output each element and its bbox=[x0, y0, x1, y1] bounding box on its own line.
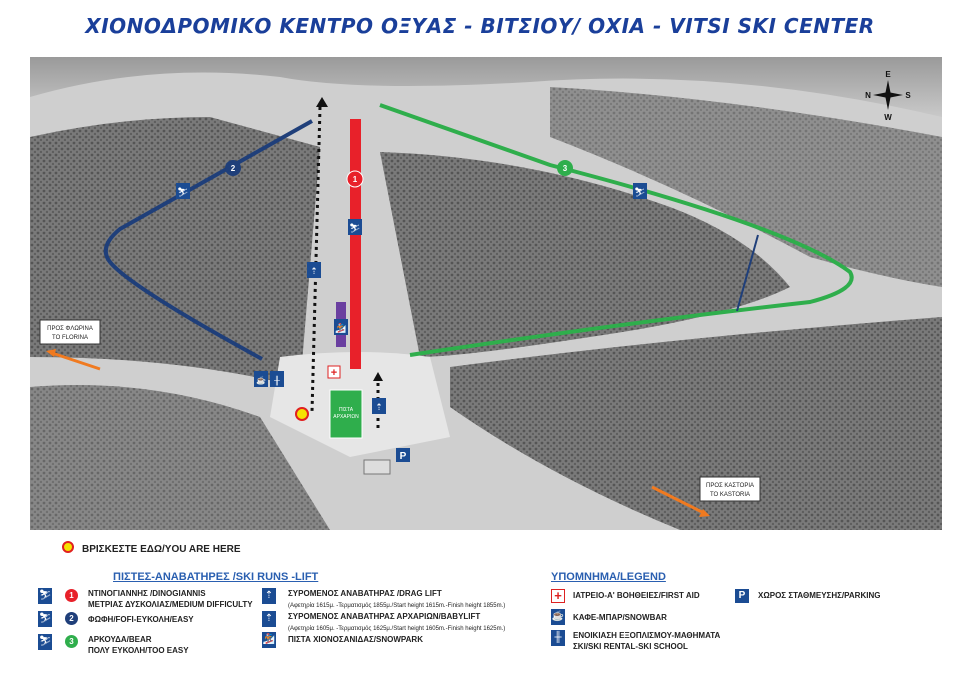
svg-text:╫: ╫ bbox=[274, 376, 280, 385]
base-building bbox=[364, 460, 390, 474]
run-3-legend-marker: 3 bbox=[65, 635, 78, 648]
run-1-path bbox=[350, 119, 361, 369]
cafe-legend: ΚΑΦΕ-ΜΠΑΡ/SNOWBAR bbox=[573, 613, 667, 622]
lift-icon: ⇡ bbox=[262, 611, 276, 627]
drag-lift-legend: ΣΥΡΟΜΕΝΟΣ ΑΝΑΒΑΤΗΡΑΣ /DRAG LIFT (Αφετηρία 1615μ. -Τερματισμός 1855μ./Start height 1615m.-Finish height 1855m.) bbox=[288, 589, 506, 609]
svg-text:☕: ☕ bbox=[256, 376, 266, 385]
skier-icon: ⛷ bbox=[38, 611, 52, 627]
first-aid-legend: ΙΑΤΡΕΙΟ-Α' ΒΟΗΘΕΙΕΣ/FIRST AID bbox=[573, 591, 700, 600]
run-1-legend-marker: 1 bbox=[65, 589, 78, 602]
map-title: ΧΙΟΝΟΔΡΟΜΙΚΟ ΚΕΝΤΡΟ ΟΞΥΑΣ - ΒΙΤΣΙΟΥ/ ΟΧΙΑ - VITSI SKI CENTER bbox=[85, 14, 875, 38]
kastoria-label-1: ΠΡΟΣ ΚΑΣΤΟΡΙΑ bbox=[706, 483, 754, 489]
svg-text:⛷: ⛷ bbox=[349, 223, 361, 233]
ski-rental-icon: ╫ bbox=[551, 630, 565, 646]
svg-text:⛷: ⛷ bbox=[634, 187, 646, 197]
skier-icon: ⛷ bbox=[38, 634, 52, 650]
run-2-legend: ΦΩΦΗ/FOFI-ΕΥΚΟΛΗ/EASY bbox=[88, 615, 194, 624]
you-are-here-label: ΒΡΙΣΚΕΣΤΕ ΕΔΩ/YOU ARE HERE bbox=[82, 544, 241, 555]
run-3-legend: ΑΡΚΟΥΔΑ/BEAR ΠΟΛΥ ΕΥΚΟΛΗ/TOO EASY bbox=[88, 635, 189, 655]
babylift-area-label-1: ΠΙΣΤΑ bbox=[338, 407, 354, 413]
svg-text:+: + bbox=[330, 367, 338, 379]
rental-legend: ΕΝΟΙΚΙΑΣΗ ΕΞΟΠΛΙΣΜΟΥ-ΜΑΘΗΜΑΤΑ ΣΚΙ/SKI RENTAL-SKI SCHOOL bbox=[573, 631, 721, 651]
forest-west bbox=[30, 117, 320, 387]
snowboard-icon: 🏂 bbox=[262, 632, 276, 648]
snowpark-legend: ΠΙΣΤΑ ΧΙΟΝΟΣΑΝΙΔΑΣ/SNOWPARK bbox=[288, 635, 423, 644]
cafe-icon: ☕ bbox=[551, 609, 565, 625]
svg-text:N: N bbox=[865, 91, 871, 100]
parking-legend: ΧΩΡΟΣ ΣΤΑΘΜΕΥΣΗΣ/PARKING bbox=[758, 591, 881, 600]
skier-icon-glyph: ⛷ bbox=[177, 187, 189, 197]
legend-header: ΥΠΟΜΝΗΜΑ/LEGEND bbox=[551, 571, 666, 583]
svg-text:🏂: 🏂 bbox=[335, 323, 347, 333]
parking-icon: P bbox=[735, 589, 749, 603]
svg-text:W: W bbox=[884, 113, 892, 122]
svg-text:E: E bbox=[885, 70, 891, 79]
svg-text:S: S bbox=[905, 91, 911, 100]
first-aid-icon: + bbox=[551, 589, 565, 603]
kastoria-label-2: TO KASTORIA bbox=[709, 492, 751, 498]
svg-text:⇡: ⇡ bbox=[375, 402, 383, 412]
run-2-legend-marker: 2 bbox=[65, 612, 78, 625]
run-1-number: 1 bbox=[352, 175, 358, 184]
you-are-here-icon bbox=[62, 541, 74, 553]
you-are-here-marker bbox=[296, 408, 308, 420]
run-1-legend: ΝΤΙΝΟΓΙΑΝΝΗΣ /DINOGIANNIS ΜΕΤΡΙΑΣ ΔΥΣΚΟΛΙΑΣ/MEDIUM DIFFICULTY bbox=[88, 589, 253, 609]
florina-label-1: ΠΡΟΣ ΦΛΩΡΙΝΑ bbox=[47, 326, 93, 332]
svg-text:⇡: ⇡ bbox=[310, 266, 318, 276]
babylift-legend: ΣΥΡΟΜΕΝΟΣ ΑΝΑΒΑΤΗΡΑΣ ΑΡΧΑΡΙΩΝ/BABYLIFT (Αφετηρία 1605μ. -Τερματισμός 1625μ./Start height 1605m.-Finish height 1625m.) bbox=[288, 612, 506, 632]
babylift-area-label-2: ΑΡΧΑΡΙΩΝ bbox=[333, 414, 359, 420]
run-2-number: 2 bbox=[230, 164, 236, 173]
runs-header: ΠΙΣΤΕΣ-ΑΝΑΒΑΤΗΡΕΣ /SKI RUNS -LIFT bbox=[113, 571, 319, 583]
skier-icon: ⛷ bbox=[38, 588, 52, 604]
svg-text:P: P bbox=[399, 451, 407, 462]
ski-area-map[interactable] bbox=[30, 57, 942, 530]
run-3-number: 3 bbox=[562, 164, 568, 173]
lift-icon: ⇡ bbox=[262, 588, 276, 604]
florina-label-2: TO FLORINA bbox=[52, 335, 88, 341]
